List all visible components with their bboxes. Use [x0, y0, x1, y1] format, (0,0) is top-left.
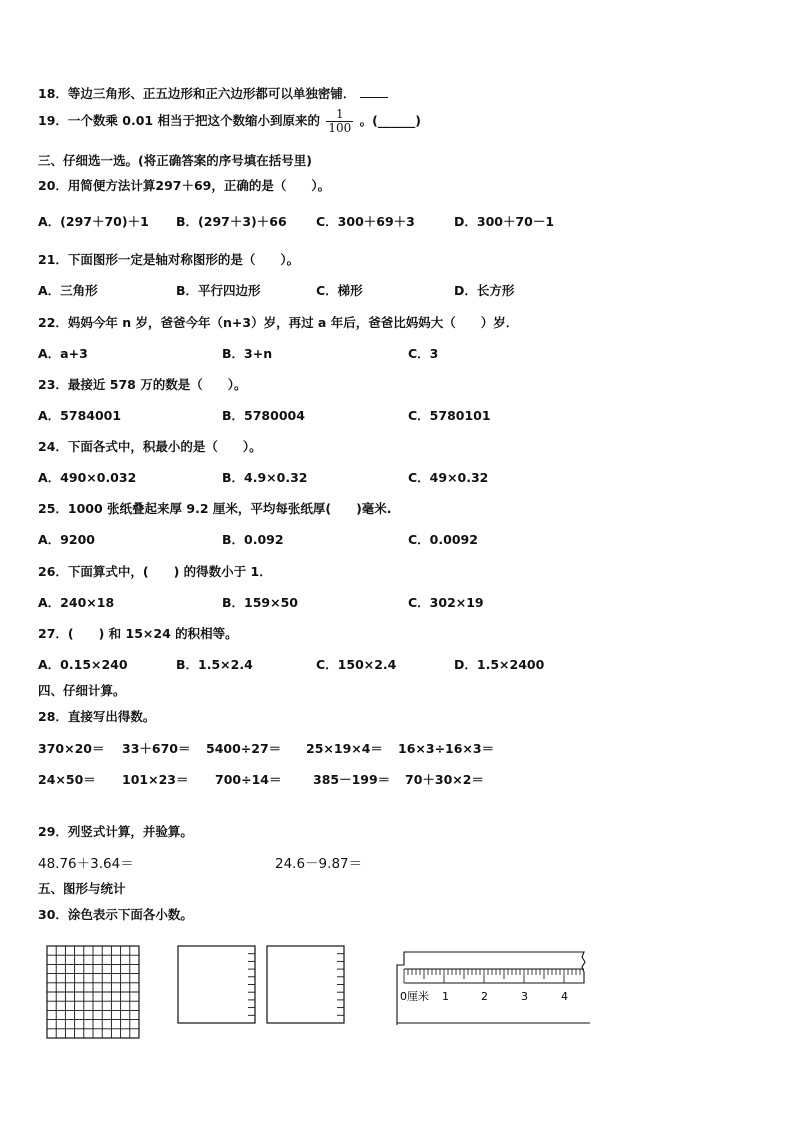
- fraction: [326, 108, 353, 135]
- q22-option-a: A．a+3: [38, 346, 88, 361]
- question-20: 20．用简便方法计算297＋69，正确的是（ ）。: [38, 178, 331, 193]
- section-3-heading: 三、仔细选一选。(将正确答案的序号填在括号里): [38, 153, 312, 168]
- square-border: [178, 946, 255, 1023]
- fraction-denominator: 100: [328, 121, 352, 135]
- q20-option-a: A．(297＋70)＋1: [38, 214, 149, 229]
- mental-calc-item: 700÷14＝: [215, 772, 282, 787]
- answer-blank: [360, 85, 388, 98]
- question-25: 25．1000 张纸叠起来厚 9.2 厘米，平均每张纸厚( )毫米.: [38, 501, 392, 516]
- question-18: [38, 84, 388, 102]
- fraction-numerator: 1: [326, 108, 353, 122]
- q27-option-a: A．0.15×240: [38, 657, 128, 672]
- mental-calc-item: 101×23＝: [122, 772, 189, 787]
- ruler-label: 1: [442, 990, 449, 1003]
- q20-option-b: B．(297＋3)＋66: [176, 214, 287, 229]
- tenths-square-2: [266, 945, 346, 1025]
- question-24: 24．下面各式中，积最小的是（ ）。: [38, 439, 262, 454]
- tenths-square-1: [177, 945, 257, 1025]
- question-21: 21．下面图形一定是轴对称图形的是（ ）。: [38, 252, 300, 267]
- mental-calc-item: 370×20＝: [38, 741, 105, 756]
- mental-calc-item: 24×50＝: [38, 772, 96, 787]
- q22-option-b: B．3+n: [222, 346, 273, 361]
- q27-option-b: B．1.5×2.4: [176, 657, 253, 672]
- mental-calc-item: 16×3÷16×3＝: [398, 741, 495, 756]
- q20-option-c: C．300＋69＋3: [316, 214, 415, 229]
- question-28: 28．直接写出得数。: [38, 709, 156, 724]
- ruler: [396, 945, 592, 1027]
- question-30: 30．涂色表示下面各小数。: [38, 907, 193, 922]
- q26-option-a: A．240×18: [38, 595, 115, 610]
- q24-option-a: A．490×0.032: [38, 470, 137, 485]
- q26-option-c: C．302×19: [408, 595, 484, 610]
- question-19-blank: 。(______): [359, 113, 422, 128]
- vertical-calc-item: 24.6－9.87＝: [275, 856, 363, 872]
- question-19: [38, 108, 421, 135]
- vertical-calc-item: 48.76＋3.64＝: [38, 856, 134, 872]
- q27-option-c: C．150×2.4: [316, 657, 397, 672]
- q23-option-b: B．5780004: [222, 408, 305, 423]
- q23-option-a: A．5784001: [38, 408, 122, 423]
- mental-calc-item: 70＋30×2＝: [405, 772, 484, 787]
- q22-option-c: C．3: [408, 346, 439, 361]
- question-29: 29．列竖式计算，并验算。: [38, 824, 193, 839]
- q21-option-c: C．梯形: [316, 283, 363, 298]
- q25-option-b: B．0.092: [222, 532, 284, 547]
- question-27: 27．( ) 和 15×24 的积相等。: [38, 626, 238, 641]
- hundred-grid: [46, 945, 140, 1039]
- q21-option-b: B．平行四边形: [176, 283, 261, 298]
- section-4-heading: 四、仔细计算。: [38, 683, 126, 698]
- question-19-text: 19．一个数乘 0.01 相当于把这个数缩小到原来的: [38, 113, 320, 128]
- mental-calc-item: 33＋670＝: [122, 741, 191, 756]
- ruler-label: 3: [521, 990, 528, 1003]
- q21-option-a: A．三角形: [38, 283, 98, 298]
- q27-option-d: D．1.5×2400: [454, 657, 545, 672]
- ruler-label: 0厘米: [400, 990, 429, 1003]
- q21-option-d: D．长方形: [454, 283, 515, 298]
- q20-option-d: D．300＋70－1: [454, 214, 555, 229]
- mental-calc-item: 25×19×4＝: [306, 741, 383, 756]
- q25-option-c: C．0.0092: [408, 532, 478, 547]
- q25-option-a: A．9200: [38, 532, 95, 547]
- question-22: 22．妈妈今年 n 岁，爸爸今年（n+3）岁，再过 a 年后，爸爸比妈妈大（ ）岁．: [38, 315, 519, 330]
- mental-calc-item: 385－199＝: [313, 772, 391, 787]
- ruler-label: 4: [561, 990, 568, 1003]
- question-23: 23．最接近 578 万的数是（ ）。: [38, 377, 247, 392]
- section-5-heading: 五、图形与统计: [38, 881, 126, 896]
- square-border: [267, 946, 344, 1023]
- q24-option-b: B．4.9×0.32: [222, 470, 308, 485]
- q23-option-c: C．5780101: [408, 408, 491, 423]
- mental-calc-item: 5400÷27＝: [206, 741, 282, 756]
- ruler-outline: [397, 952, 585, 1025]
- question-26: 26．下面算式中，( ) 的得数小于 1．: [38, 564, 272, 579]
- q26-option-b: B．159×50: [222, 595, 298, 610]
- q24-option-c: C．49×0.32: [408, 470, 489, 485]
- question-18-text: 18．等边三角形、正五边形和正六边形都可以单独密铺．: [38, 86, 356, 101]
- ruler-label: 2: [481, 990, 488, 1003]
